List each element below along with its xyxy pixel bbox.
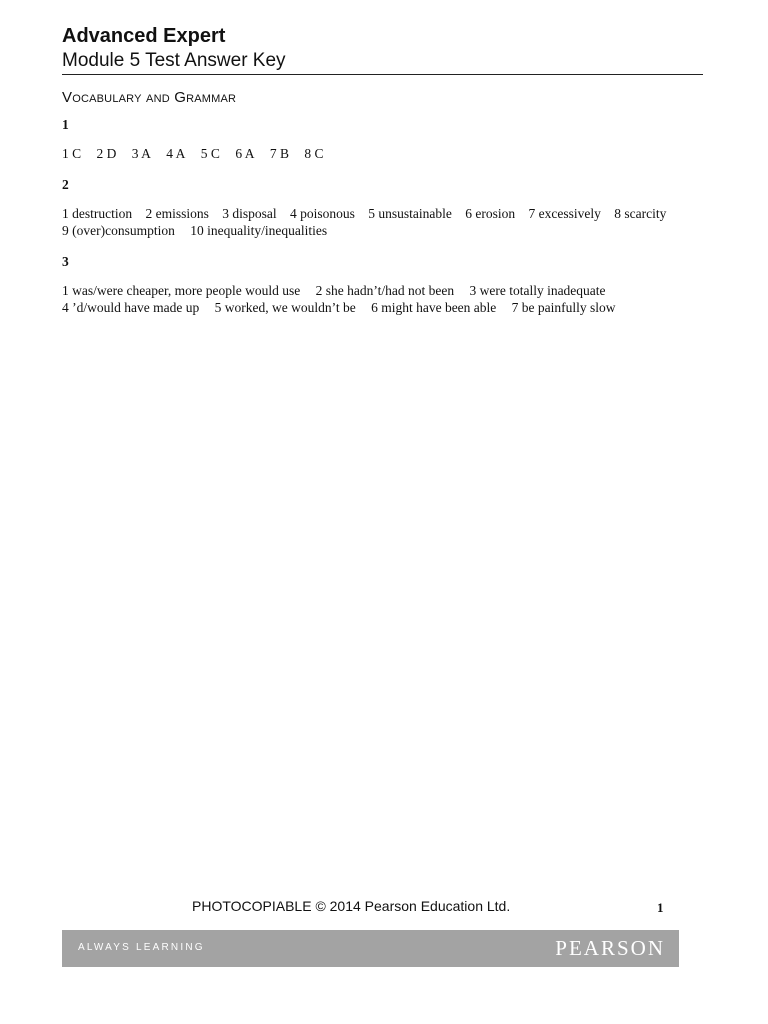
- exercise-number: 3: [62, 254, 69, 269]
- answer-item: 5 C: [200, 146, 220, 161]
- answer-item: 2 D: [96, 146, 117, 161]
- answer-item: 4 ’d/would have made up: [62, 300, 200, 315]
- document-header: [62, 24, 703, 73]
- exercise-2: [62, 176, 712, 239]
- brand-tagline: ALWAYS LEARNING: [78, 942, 205, 953]
- exercise-number: 2: [62, 177, 69, 192]
- header-divider: [62, 74, 703, 75]
- answer-line: [62, 222, 712, 239]
- answer-item: 8 scarcity: [614, 206, 667, 221]
- answer-item: 7 be painfully slow: [511, 300, 616, 315]
- footer-banner: [62, 930, 679, 967]
- answer-item: 1 was/were cheaper, more people would use: [62, 283, 301, 298]
- answer-item: 4 A: [166, 146, 186, 161]
- answer-item: 3 were totally inadequate: [469, 283, 606, 298]
- answer-line: [62, 299, 712, 316]
- answer-item: 2 she hadn’t/had not been: [315, 283, 455, 298]
- answer-item: 3 A: [131, 146, 151, 161]
- pearson-logo: PEARSON: [555, 936, 665, 960]
- document-title: Advanced Expert: [62, 25, 226, 47]
- answer-item: 5 worked, we wouldn’t be: [214, 300, 356, 315]
- copyright-notice: PHOTOCOPIABLE © 2014 Pearson Education Ltd.: [192, 898, 511, 914]
- answer-item: 6 erosion: [465, 206, 516, 221]
- answer-item: 9 (over)consumption: [62, 223, 175, 238]
- answer-line: [62, 282, 712, 299]
- answer-item: 8 C: [304, 146, 324, 161]
- exercise-1: [62, 116, 712, 162]
- page-number: 1: [657, 900, 664, 915]
- answer-item: 6 might have been able: [371, 300, 497, 315]
- answer-item: 7 excessively: [528, 206, 601, 221]
- section-heading: Vocabulary and Grammar: [62, 89, 237, 106]
- document-subtitle: Module 5 Test Answer Key: [62, 50, 286, 71]
- answer-item: 10 inequality/inequalities: [190, 223, 328, 238]
- exercise-3: [62, 253, 712, 316]
- answer-item: 6 A: [235, 146, 255, 161]
- answer-item: 2 emissions: [145, 206, 209, 221]
- answer-item: 3 disposal: [222, 206, 277, 221]
- answer-item: 4 poisonous: [290, 206, 355, 221]
- answer-item: 1 destruction: [62, 206, 133, 221]
- answer-item: 7 B: [269, 146, 289, 161]
- answer-line: [62, 145, 712, 162]
- answer-item: 1 C: [62, 146, 82, 161]
- answer-line: [62, 205, 712, 222]
- exercise-number: 1: [62, 117, 69, 132]
- answer-item: 5 unsustainable: [368, 206, 452, 221]
- answer-content: [62, 116, 712, 316]
